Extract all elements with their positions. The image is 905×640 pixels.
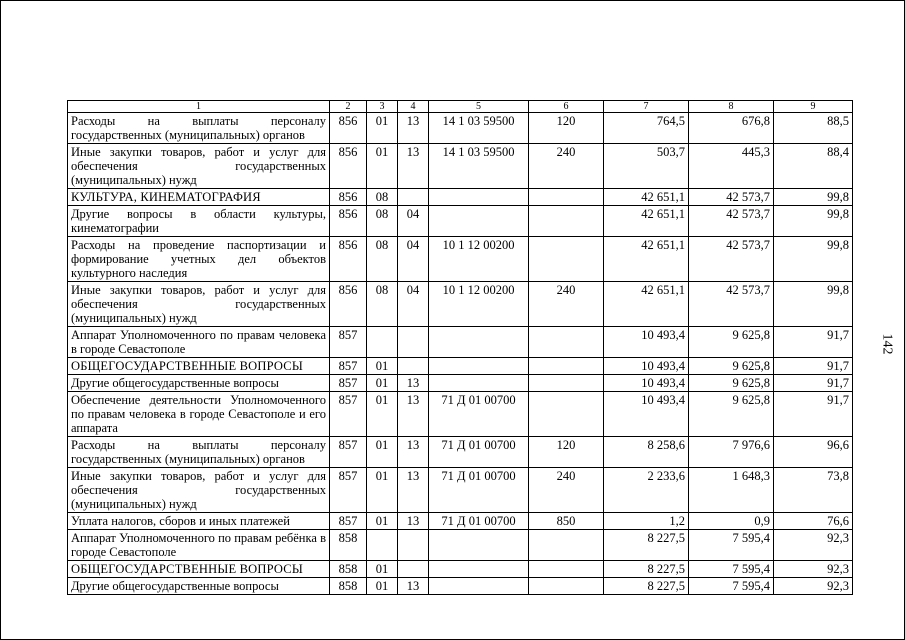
section-code-cell: 01	[367, 144, 398, 189]
table-row	[68, 513, 853, 530]
execution-percent-cell: 88,5	[774, 113, 853, 144]
subsection-code-cell: 04	[398, 282, 429, 327]
row-name-cell: Расходы на проведение паспортизации и формирование учетных дел объектов культурного наследия	[68, 237, 330, 282]
target-article-cell: 14 1 03 59500	[429, 113, 529, 144]
table-row	[68, 358, 853, 375]
subsection-code-cell	[398, 358, 429, 375]
table-row	[68, 578, 853, 595]
expense-type-cell	[529, 530, 604, 561]
page-number: 142	[879, 333, 895, 355]
expense-type-cell	[529, 392, 604, 437]
col-header-1: 1	[68, 101, 330, 113]
actual-amount-cell: 42 573,7	[689, 189, 774, 206]
col-header-4: 4	[398, 101, 429, 113]
section-code-cell: 08	[367, 237, 398, 282]
row-name-cell: Другие общегосударственные вопросы	[68, 578, 330, 595]
planned-amount-cell: 10 493,4	[604, 327, 689, 358]
grbs-code-cell: 857	[330, 513, 367, 530]
grbs-code-cell: 857	[330, 392, 367, 437]
execution-percent-cell: 99,8	[774, 206, 853, 237]
actual-amount-cell: 445,3	[689, 144, 774, 189]
execution-percent-cell: 91,7	[774, 327, 853, 358]
expense-type-cell: 240	[529, 282, 604, 327]
target-article-cell: 71 Д 01 00700	[429, 392, 529, 437]
execution-percent-cell: 73,8	[774, 468, 853, 513]
row-name-cell: Аппарат Уполномоченного по правам человека в городе Севастополе	[68, 327, 330, 358]
grbs-code-cell: 857	[330, 327, 367, 358]
actual-amount-cell: 9 625,8	[689, 327, 774, 358]
grbs-code-cell: 857	[330, 358, 367, 375]
grbs-code-cell: 858	[330, 530, 367, 561]
table-row	[68, 206, 853, 237]
section-code-cell: 01	[367, 561, 398, 578]
row-name-cell: Обеспечение деятельности Уполномоченного по правам человека в городе Севастополе и его аппарата	[68, 392, 330, 437]
table-row	[68, 189, 853, 206]
target-article-cell: 10 1 12 00200	[429, 282, 529, 327]
section-code-cell: 01	[367, 358, 398, 375]
actual-amount-cell: 7 976,6	[689, 437, 774, 468]
planned-amount-cell: 8 227,5	[604, 530, 689, 561]
planned-amount-cell: 1,2	[604, 513, 689, 530]
execution-percent-cell: 91,7	[774, 375, 853, 392]
target-article-cell	[429, 358, 529, 375]
planned-amount-cell: 2 233,6	[604, 468, 689, 513]
planned-amount-cell: 42 651,1	[604, 282, 689, 327]
actual-amount-cell: 9 625,8	[689, 375, 774, 392]
budget-table	[67, 100, 853, 595]
table-row	[68, 392, 853, 437]
grbs-code-cell: 857	[330, 437, 367, 468]
actual-amount-cell: 9 625,8	[689, 358, 774, 375]
subsection-code-cell: 04	[398, 206, 429, 237]
col-header-3: 3	[367, 101, 398, 113]
subsection-code-cell: 13	[398, 468, 429, 513]
grbs-code-cell: 856	[330, 282, 367, 327]
target-article-cell	[429, 578, 529, 595]
target-article-cell	[429, 189, 529, 206]
row-name-cell: Расходы на выплаты персоналу государственных (муниципальных) органов	[68, 437, 330, 468]
execution-percent-cell: 96,6	[774, 437, 853, 468]
actual-amount-cell: 9 625,8	[689, 392, 774, 437]
section-code-cell: 08	[367, 189, 398, 206]
subsection-code-cell: 13	[398, 578, 429, 595]
execution-percent-cell: 99,8	[774, 282, 853, 327]
actual-amount-cell: 42 573,7	[689, 237, 774, 282]
section-code-cell: 01	[367, 468, 398, 513]
row-name-cell: Аппарат Уполномоченного по правам ребёнка в городе Севастополе	[68, 530, 330, 561]
table-row	[68, 375, 853, 392]
col-header-8: 8	[689, 101, 774, 113]
expense-type-cell: 120	[529, 437, 604, 468]
actual-amount-cell: 42 573,7	[689, 206, 774, 237]
col-header-9: 9	[774, 101, 853, 113]
subsection-code-cell: 04	[398, 237, 429, 282]
col-header-6: 6	[529, 101, 604, 113]
expense-type-cell	[529, 561, 604, 578]
grbs-code-cell: 856	[330, 189, 367, 206]
execution-percent-cell: 76,6	[774, 513, 853, 530]
execution-percent-cell: 92,3	[774, 578, 853, 595]
col-header-5: 5	[429, 101, 529, 113]
expense-type-cell	[529, 237, 604, 282]
planned-amount-cell: 503,7	[604, 144, 689, 189]
subsection-code-cell	[398, 530, 429, 561]
table-row	[68, 530, 853, 561]
execution-percent-cell: 88,4	[774, 144, 853, 189]
subsection-code-cell: 13	[398, 113, 429, 144]
section-code-cell	[367, 530, 398, 561]
grbs-code-cell: 857	[330, 375, 367, 392]
expense-type-cell: 240	[529, 144, 604, 189]
expense-type-cell	[529, 375, 604, 392]
expense-type-cell	[529, 327, 604, 358]
execution-percent-cell: 99,8	[774, 189, 853, 206]
table-row	[68, 561, 853, 578]
col-header-2: 2	[330, 101, 367, 113]
section-code-cell: 01	[367, 578, 398, 595]
planned-amount-cell: 8 227,5	[604, 578, 689, 595]
section-code-cell: 01	[367, 392, 398, 437]
subsection-code-cell: 13	[398, 392, 429, 437]
expense-type-cell: 120	[529, 113, 604, 144]
table-header-row	[68, 101, 853, 113]
row-name-cell: КУЛЬТУРА, КИНЕМАТОГРАФИЯ	[68, 189, 330, 206]
target-article-cell	[429, 206, 529, 237]
section-code-cell: 01	[367, 375, 398, 392]
target-article-cell	[429, 375, 529, 392]
grbs-code-cell: 858	[330, 578, 367, 595]
section-code-cell: 08	[367, 282, 398, 327]
planned-amount-cell: 10 493,4	[604, 392, 689, 437]
subsection-code-cell: 13	[398, 513, 429, 530]
table-row	[68, 468, 853, 513]
actual-amount-cell: 0,9	[689, 513, 774, 530]
grbs-code-cell: 858	[330, 561, 367, 578]
target-article-cell	[429, 327, 529, 358]
expense-type-cell	[529, 358, 604, 375]
grbs-code-cell: 856	[330, 237, 367, 282]
row-name-cell: Расходы на выплаты персоналу государственных (муниципальных) органов	[68, 113, 330, 144]
col-header-7: 7	[604, 101, 689, 113]
grbs-code-cell: 857	[330, 468, 367, 513]
subsection-code-cell: 13	[398, 144, 429, 189]
subsection-code-cell	[398, 561, 429, 578]
row-name-cell: Уплата налогов, сборов и иных платежей	[68, 513, 330, 530]
grbs-code-cell: 856	[330, 144, 367, 189]
subsection-code-cell: 13	[398, 437, 429, 468]
subsection-code-cell	[398, 327, 429, 358]
table-row	[68, 237, 853, 282]
subsection-code-cell: 13	[398, 375, 429, 392]
table-row	[68, 437, 853, 468]
row-name-cell: Иные закупки товаров, работ и услуг для обеспечения государственных (муниципальных) нужд	[68, 468, 330, 513]
planned-amount-cell: 8 258,6	[604, 437, 689, 468]
section-code-cell: 01	[367, 113, 398, 144]
actual-amount-cell: 7 595,4	[689, 561, 774, 578]
execution-percent-cell: 91,7	[774, 392, 853, 437]
table-row	[68, 113, 853, 144]
actual-amount-cell: 42 573,7	[689, 282, 774, 327]
row-name-cell: Иные закупки товаров, работ и услуг для обеспечения государственных (муниципальных) нужд	[68, 144, 330, 189]
expense-type-cell	[529, 189, 604, 206]
planned-amount-cell: 42 651,1	[604, 206, 689, 237]
planned-amount-cell: 764,5	[604, 113, 689, 144]
execution-percent-cell: 92,3	[774, 530, 853, 561]
table-row	[68, 144, 853, 189]
target-article-cell	[429, 530, 529, 561]
planned-amount-cell: 42 651,1	[604, 189, 689, 206]
row-name-cell: Другие вопросы в области культуры, кинематографии	[68, 206, 330, 237]
planned-amount-cell: 42 651,1	[604, 237, 689, 282]
execution-percent-cell: 92,3	[774, 561, 853, 578]
row-name-cell: Иные закупки товаров, работ и услуг для обеспечения государственных (муниципальных) нужд	[68, 282, 330, 327]
section-code-cell: 08	[367, 206, 398, 237]
table-row	[68, 327, 853, 358]
actual-amount-cell: 7 595,4	[689, 578, 774, 595]
section-code-cell: 01	[367, 513, 398, 530]
target-article-cell	[429, 561, 529, 578]
subsection-code-cell	[398, 189, 429, 206]
target-article-cell: 71 Д 01 00700	[429, 468, 529, 513]
planned-amount-cell: 10 493,4	[604, 358, 689, 375]
target-article-cell: 71 Д 01 00700	[429, 437, 529, 468]
grbs-code-cell: 856	[330, 113, 367, 144]
row-name-cell: ОБЩЕГОСУДАРСТВЕННЫЕ ВОПРОСЫ	[68, 358, 330, 375]
planned-amount-cell: 8 227,5	[604, 561, 689, 578]
target-article-cell: 10 1 12 00200	[429, 237, 529, 282]
table-row	[68, 282, 853, 327]
row-name-cell: Другие общегосударственные вопросы	[68, 375, 330, 392]
target-article-cell: 71 Д 01 00700	[429, 513, 529, 530]
row-name-cell: ОБЩЕГОСУДАРСТВЕННЫЕ ВОПРОСЫ	[68, 561, 330, 578]
target-article-cell: 14 1 03 59500	[429, 144, 529, 189]
expense-type-cell	[529, 578, 604, 595]
grbs-code-cell: 856	[330, 206, 367, 237]
execution-percent-cell: 99,8	[774, 237, 853, 282]
actual-amount-cell: 7 595,4	[689, 530, 774, 561]
table-body	[68, 113, 853, 595]
section-code-cell	[367, 327, 398, 358]
actual-amount-cell: 676,8	[689, 113, 774, 144]
actual-amount-cell: 1 648,3	[689, 468, 774, 513]
execution-percent-cell: 91,7	[774, 358, 853, 375]
expense-type-cell	[529, 206, 604, 237]
section-code-cell: 01	[367, 437, 398, 468]
expense-type-cell: 850	[529, 513, 604, 530]
expense-type-cell: 240	[529, 468, 604, 513]
planned-amount-cell: 10 493,4	[604, 375, 689, 392]
